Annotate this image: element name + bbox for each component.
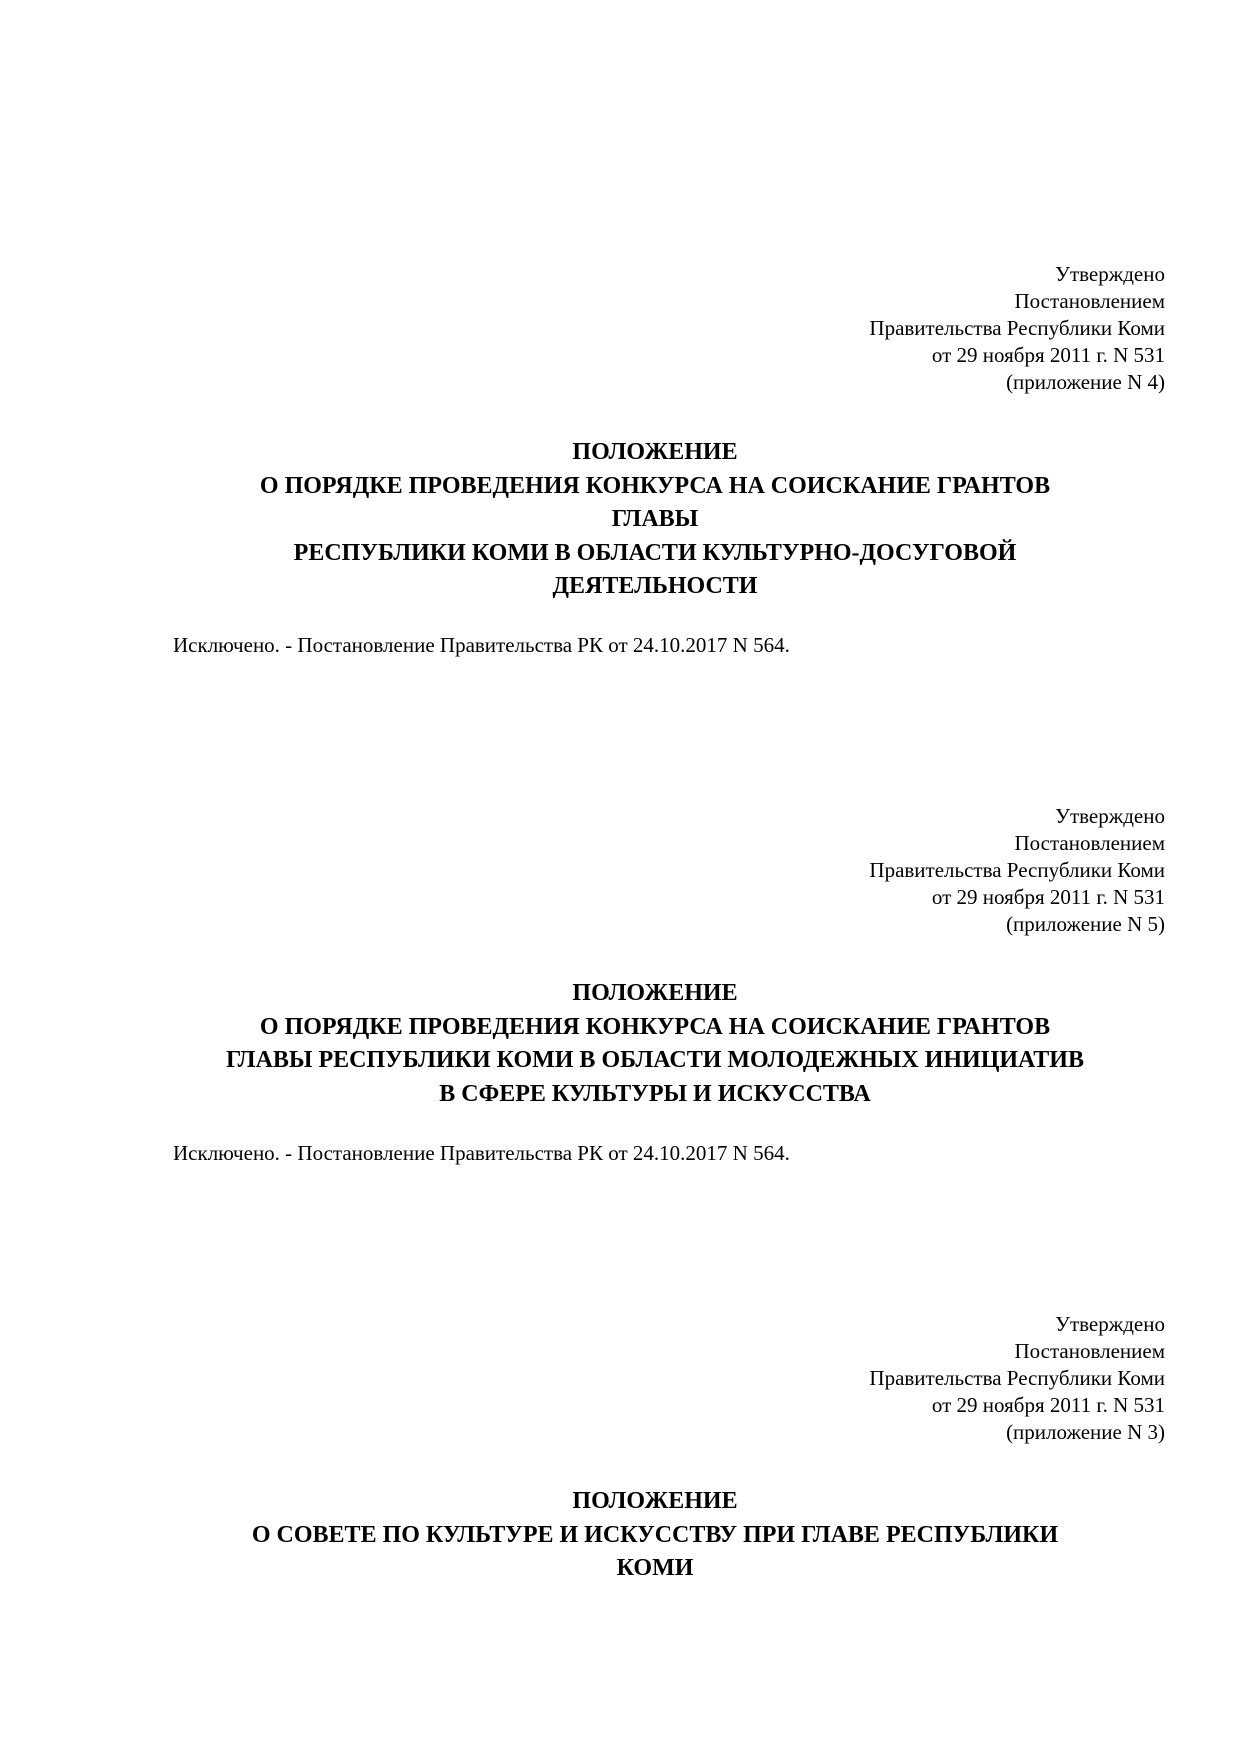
approval-line: (приложение N 3) [1006, 1420, 1165, 1444]
approval-block-1 [869, 261, 1165, 396]
heading-line: КОМИ [616, 1555, 694, 1581]
heading-line: О ПОРЯДКЕ ПРОВЕДЕНИЯ КОНКУРСА НА СОИСКАНИЕ ГРАНТОВ [259, 1013, 1051, 1040]
approval-line: Правительства Республики Коми [869, 316, 1165, 340]
section-heading-2 [145, 977, 1165, 1111]
approval-line: Правительства Республики Коми [869, 1366, 1165, 1390]
approval-line: Утверждено [1055, 262, 1165, 286]
approval-line: Утверждено [1055, 1312, 1165, 1336]
heading-line: ПОЛОЖЕНИЕ [572, 439, 738, 465]
heading-line: ГЛАВЫ РЕСПУБЛИКИ КОМИ В ОБЛАСТИ МОЛОДЕЖНЫХ ИНИЦИАТИВ [226, 1047, 1084, 1073]
approval-line: Постановлением [1014, 831, 1165, 855]
heading-line: РЕСПУБЛИКИ КОМИ В ОБЛАСТИ КУЛЬТУРНО-ДОСУГОВОЙ [293, 539, 1017, 566]
approval-line: (приложение N 5) [1006, 912, 1165, 936]
heading-line: ПОЛОЖЕНИЕ [572, 980, 738, 1006]
heading-line: В СФЕРЕ КУЛЬТУРЫ И ИСКУССТВА [439, 1080, 871, 1107]
exclusion-note-2: Исключено. - Постановление Правительства РК от 24.10.2017 N 564. [173, 1141, 790, 1165]
approval-line: Постановлением [1014, 1339, 1165, 1363]
section-heading-1 [145, 436, 1165, 604]
exclusion-note-1: Исключено. - Постановление Правительства РК от 24.10.2017 N 564. [173, 633, 790, 657]
approval-line: Утверждено [1055, 804, 1165, 828]
approval-line: от 29 ноября 2011 г. N 531 [931, 1393, 1165, 1417]
approval-line: Правительства Республики Коми [869, 858, 1165, 882]
heading-line: ПОЛОЖЕНИЕ [572, 1488, 738, 1514]
heading-line: ДЕЯТЕЛЬНОСТИ [552, 573, 758, 599]
section-heading-3 [145, 1485, 1165, 1586]
approval-line: (приложение N 4) [1006, 370, 1165, 394]
heading-line: О ПОРЯДКЕ ПРОВЕДЕНИЯ КОНКУРСА НА СОИСКАНИЕ ГРАНТОВ [259, 472, 1051, 499]
approval-line: от 29 ноября 2011 г. N 531 [931, 885, 1165, 909]
heading-line: О СОВЕТЕ ПО КУЛЬТУРЕ И ИСКУССТВУ ПРИ ГЛАВЕ РЕСПУБЛИКИ [251, 1521, 1059, 1548]
approval-block-2 [869, 803, 1165, 938]
heading-line: ГЛАВЫ [611, 506, 699, 532]
approval-line: Постановлением [1014, 289, 1165, 313]
approval-block-3 [869, 1311, 1165, 1446]
approval-line: от 29 ноября 2011 г. N 531 [931, 343, 1165, 367]
